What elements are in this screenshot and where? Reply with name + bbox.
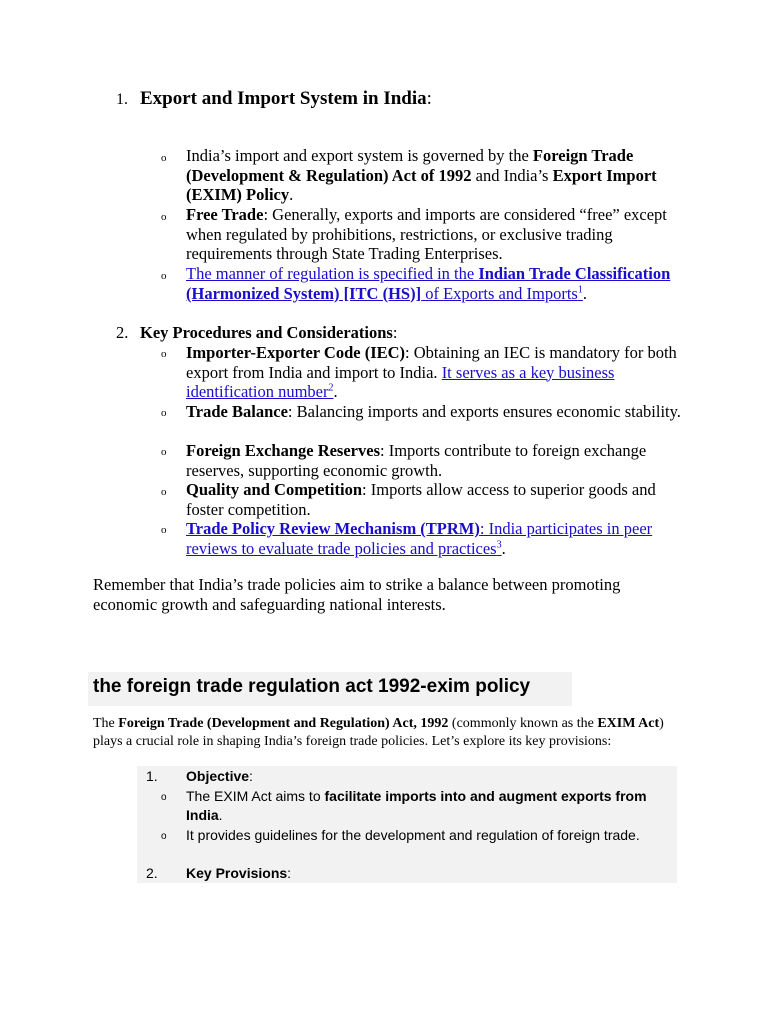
list-item [186,343,686,402]
list-item [186,519,686,558]
item-bold: Free Trade [186,205,264,224]
item-bold: Foreign Trade (Development & Regulation) Act of 1992 [186,146,634,185]
list-item [186,205,686,264]
intro-paragraph: The Foreign Trade (Development and Regulation) Act, 1992 (commonly known as the EXIM Act) plays a crucial role in shaping India’s foreign trade policies. Let’s explore its key provisions: [93,716,664,749]
item-text: : Obtaining an IEC is mandatory for both export from India and import to India. [186,343,677,382]
item-bold: Quality and Competition [186,480,363,499]
panel-heading-key-provisions: Key Provisions: [186,865,292,881]
bullet-icon: o [161,831,167,842]
item-text: India’s import and export system is governed by the [186,146,533,165]
section-1-title-colon: : [426,88,432,109]
list-item [186,402,686,422]
panel-number-2: 2. [146,865,158,881]
section-1-title-text: Export and Import System in India [140,88,427,109]
item-bold: Trade Balance [186,402,288,421]
list-item [186,264,686,303]
section-2-title-text: Key Procedures and Considerations [140,323,393,342]
itc-hs-link[interactable]: The manner of regulation is specified in the Indian Trade Classification (Harmonized System) [ITC (HS)] of Exports and Imports$^1$ [186,264,671,303]
section-1-number: 1. [116,91,128,108]
item-text: : Balancing imports and exports ensures economic stability. [287,402,681,421]
iec-link[interactable]: It serves as a key business identification number$^2$ [186,362,615,402]
closing-paragraph: Remember that India’s trade policies aim to strike a balance between promoting economic growth and safeguarding national interests. [93,575,621,614]
item-bold: Export Import (EXIM) Policy [186,165,657,205]
list-item [186,441,686,480]
item-text: and India’s [471,165,553,185]
item-text: . [582,283,587,303]
bullet-icon: o [161,348,167,360]
item-text: . [333,382,338,402]
panel-heading-objective: Objective: [186,768,253,784]
bullet-icon: o [161,524,167,536]
section-heading: the foreign trade regulation act 1992-exim policy [93,676,531,697]
item-text: . [501,538,506,558]
item-bold: Foreign Exchange Reserves [186,441,380,460]
bullet-icon: o [161,407,167,419]
footnote-marker: 3 [496,539,502,551]
section-2-title [140,323,397,343]
bullet-icon: o [161,792,167,803]
item-text: : Imports allow access to superior goods and foster competition. [186,480,656,519]
bullet-icon: o [161,270,167,282]
item-text: : Generally, exports and imports are considered “free” except when regulated by prohibitions, restrictions, or exclusive trading requirements through State Trading Enterprises. [186,205,667,264]
list-item [186,146,686,205]
bullet-icon: o [161,211,167,223]
bullet-icon: o [161,152,167,164]
bullet-icon: o [161,486,167,498]
bullet-icon: o [161,446,167,458]
panel-list-item: It provides guidelines for the development and regulation of foreign trade. [186,827,640,843]
section-1-title [140,88,432,110]
item-text: . [289,185,294,205]
tprm-link[interactable]: Trade Policy Review Mechanism (TPRM): India participates in peer reviews to evaluate trade policies and practices$^3$ [186,519,653,558]
footnote-marker: 2 [328,382,334,394]
section-2-number: 2. [116,323,129,342]
footnote-marker: 1 [577,284,583,296]
item-bold: Importer-Exporter Code (IEC) [186,343,406,362]
panel-list-item: The EXIM Act aims to facilitate imports into and augment exports from India. [186,788,647,823]
list-item [186,480,686,519]
panel-number-1: 1. [146,768,158,784]
item-text: : Imports contribute to foreign exchange reserves, supporting economic growth. [186,441,647,480]
section-2-title-colon: : [392,323,398,342]
